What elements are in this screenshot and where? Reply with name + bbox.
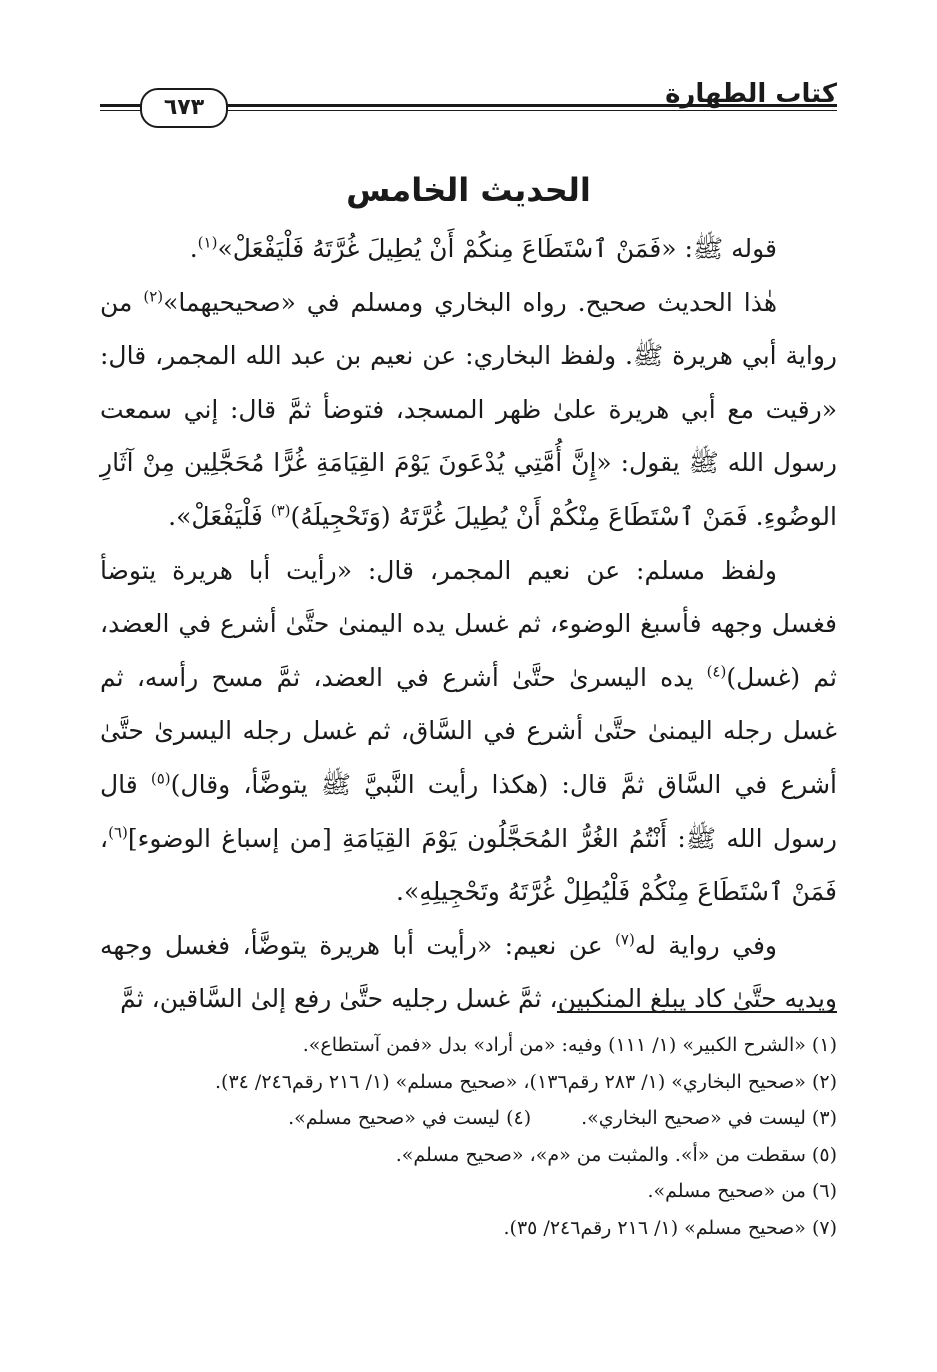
page-number: ٦٧٣ [140, 88, 228, 128]
footnote-ref-3: (٣) [270, 501, 291, 520]
footnote-2: (٢) «صحيح البخاري» (١/ ٢٨٣ رقم١٣٦)، «صحيح مسلم» (١/ ٢١٦ رقم٢٤٦/ ٣٤). [214, 1070, 837, 1093]
section-title: الحديث الخامس [346, 171, 591, 209]
footnote-1: (١) «الشرح الكبير» (١/ ١١١) وفيه: «من أراد» بدل «فمن آستطاع». [302, 1034, 837, 1056]
paragraph-2-text-c: فَلْيَفْعَلْ». [168, 501, 271, 531]
paragraph-4-text-a: وفي رواية له [634, 930, 777, 960]
paragraph-4-text-b: عن نعيم: «رأيت أبا هريرة يتوضَّأ، فغسل وجهه ويديه حتَّىٰ كاد يبلغ المنكبين، ثمَّ غسل رجليه حتَّىٰ رفع إلىٰ السَّاقين، ثمَّ [100, 930, 837, 1014]
paragraph-2-text-a: هٰذا الحديث صحيح. رواه البخاري ومسلم في «صحيحيهما» [163, 287, 778, 317]
paragraph-4 [100, 919, 837, 1026]
paragraph-1 [100, 222, 837, 276]
paragraph-3-text-b: يده اليسرىٰ حتَّىٰ أشرع في العضد، ثمَّ مسح رأسه، ثم غسل رجله اليمنىٰ حتَّىٰ أشرع في السَّاق، ثم غسل رجله اليسرىٰ حتَّىٰ أشرع في السَّاق ثمَّ قال: (هكذا رأيت النَّبيَّ ﷺ يتوضَّأ، وقال) [100, 662, 837, 799]
paragraph-1-text-b: . [189, 234, 198, 263]
footnote-ref-6: (٦) [108, 823, 128, 842]
paragraph-3-text-d: ، فَمَنْ ٱسْتَطَاعَ مِنْكُمْ فَلْيُطِلْ غُرَّتَهُ وتَحْجِيلِهِ». [100, 823, 837, 907]
paragraph-2 [100, 276, 837, 544]
footnote-5: (٥) سقطت من «أ». والمثبت من «م»، «صحيح مسلم». [395, 1143, 837, 1166]
footnote-3: (٣) ليست في «صحيح البخاري». [581, 1107, 837, 1129]
footnote-ref-1: (١) [197, 233, 218, 252]
paragraph-1-text-a: قوله ﷺ: «فَمَنْ ٱسْتَطَاعَ مِنكُمْ أَنْ يُطِيلَ غُرَّتَهُ فَلْيَفْعَلْ» [217, 234, 777, 263]
paragraph-2-text-b: من رواية أبي هريرة ﷺ. ولفظ البخاري: عن نعيم بن عبد الله المجمر، قال: «رقيت مع أبي هريرة علىٰ ظهر المسجد، فتوضأ ثمَّ قال: إني سمعت رسول الله ﷺ يقول: «إِنَّ أُمَّتِي يُدْعَونَ يَوْمَ القِيَامَةِ غُرًّا مُحَجَّلِين مِنْ آثَارِ الوضُوءِ. فَمَنْ ٱسْتَطَاعَ مِنْكُمْ أَنْ يُطِيلَ غُرَّتَهُ (وَتَحْجِيلَهُ) [100, 287, 837, 531]
footnote-ref-2: (٢) [143, 287, 164, 306]
footnote-6: (٦) من «صحيح مسلم». [647, 1180, 837, 1202]
footnote-4: (٤) ليست في «صحيح مسلم». [288, 1107, 532, 1129]
footnote-ref-5: (٥) [150, 769, 171, 788]
footnote-separator [557, 1011, 837, 1013]
paragraph-3-text-c: قال رسول الله ﷺ: أَنْتُمُ الغُرُّ المُحَجَّلُون يَوْمَ القِيَامَةِ [من إسباغ الوضوء] [100, 769, 837, 853]
footnote-7: (٧) «صحيح مسلم» (١/ ٢١٦ رقم٢٤٦/ ٣٥). [503, 1216, 837, 1239]
paragraph-3-text-a: ولفظ مسلم: عن نعيم المجمر، قال: «رأيت أبا هريرة يتوضأ فغسل وجهه فأسبغ الوضوء، ثم غسل يده اليمنىٰ حتَّىٰ أشرع في العضد، ثم (غسل) [100, 555, 837, 692]
main-text [100, 222, 837, 1026]
footnote-3-4-row [100, 1100, 837, 1137]
footnote-ref-4: (٤) [706, 662, 727, 681]
paragraph-3 [100, 544, 837, 919]
footnotes [100, 1027, 837, 1246]
footnote-ref-7: (٧) [615, 930, 635, 949]
running-head: كتاب الطهارة [665, 79, 837, 109]
